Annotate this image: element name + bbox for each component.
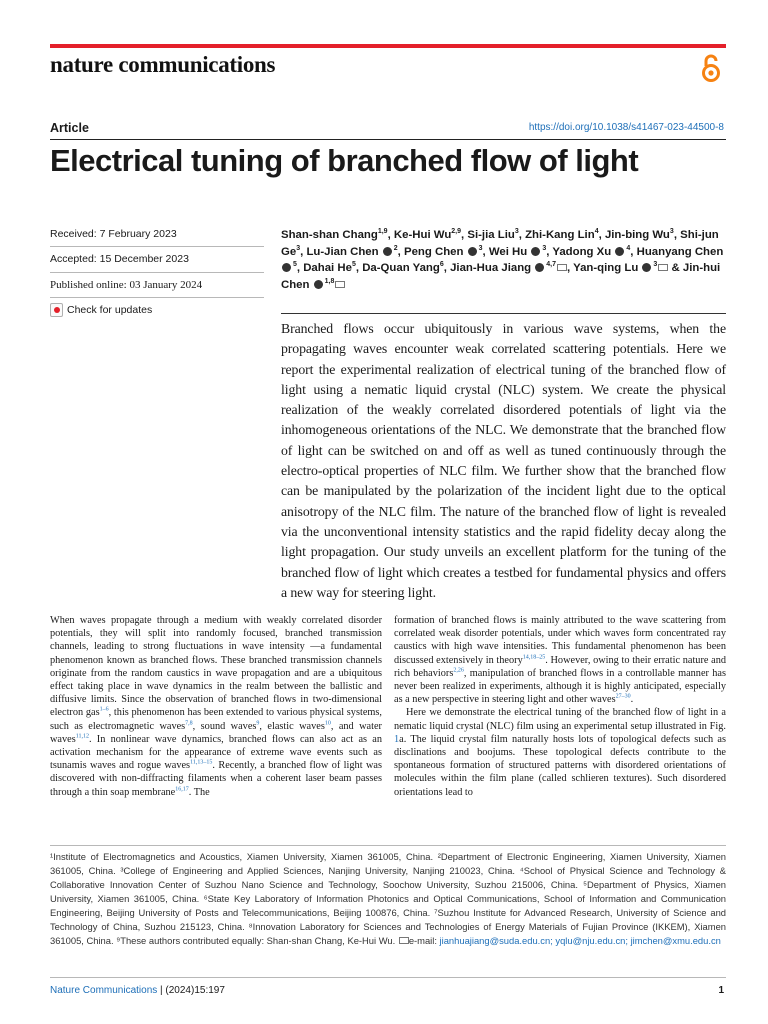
citation-ref[interactable]: 10 — [324, 720, 331, 727]
footer-journal-link[interactable]: Nature Communications — [50, 985, 158, 996]
open-access-icon[interactable] — [700, 53, 722, 83]
body-column-left — [50, 614, 382, 799]
author-name[interactable]: Zhi-Kang Lin — [525, 229, 595, 241]
body-column-right — [394, 614, 726, 799]
author-affiliation-ref: 2,9 — [451, 228, 462, 236]
citation-ref[interactable]: 16,17 — [175, 786, 189, 793]
orcid-icon[interactable] — [468, 247, 477, 256]
author-name[interactable]: Shi-jun Ge — [281, 229, 719, 258]
citation-ref[interactable]: 2,26 — [453, 667, 464, 674]
author-name[interactable]: Shan-shan Chang — [281, 229, 378, 241]
author-name[interactable]: Ke-Hui Wu — [393, 229, 452, 241]
author-name[interactable]: Jian-Hua Jiang — [450, 262, 532, 275]
citation-ref[interactable]: 1–6 — [99, 707, 109, 713]
author-name[interactable]: Dahai He — [303, 262, 352, 275]
citation-ref[interactable]: 7,8 — [185, 720, 193, 727]
author-name[interactable]: Jin-bing Wu — [604, 229, 670, 241]
divider — [50, 246, 264, 247]
author-affiliation-ref: 3 — [514, 228, 519, 236]
author-name[interactable]: Wei Hu — [488, 245, 528, 258]
orcid-icon[interactable] — [383, 247, 392, 256]
author-affiliation-ref: 4 — [594, 228, 599, 236]
divider — [50, 272, 264, 273]
body-paragraph: When waves propagate through a medium with weakly correlated disorder potentials, they will split into randomly focused, branched transmission channels, leading to strong fluctuations in wave intensity —a fundamental phenomenon known as branched flows. These branched transmission channels originate from the random caustics in wave propagation and are a ubiquitous effect taking place in wave dynamics in the realm between the ballistic and diffusive limits. Since the observation of branched flows in two-dimensional electron gas$^{1-6}$, this phenomenon has been extended to various physical systems, such as electromagnetic waves$^{7,8}$, sound waves$^9$, elastic waves$^{10}$, and water waves$^{11,12}$. In nonlinear wave dynamics, branched flows can also act as an activation mechanism for the appearance of extreme wave events such as tsunamis waves and rogue waves$^{11,13-15}$. Recently, a branched flow of light was discovered with non-diffracting filaments when a coherent laser beam passes through a thin soap membrane$^{16,17}$. The — [50, 615, 382, 798]
article-type: Article — [50, 121, 89, 135]
email-icon[interactable] — [557, 264, 567, 271]
affiliations-rule — [50, 845, 726, 846]
author-name[interactable]: Jin-hui Chen — [281, 262, 721, 291]
author-name[interactable]: Lu-Jian Chen — [306, 245, 379, 258]
page-number: 1 — [718, 985, 724, 996]
author-name[interactable]: Peng Chen — [403, 245, 464, 258]
figure-ref[interactable]: 1 — [394, 733, 400, 745]
footer-rule — [50, 977, 726, 978]
footer-citation — [50, 985, 225, 996]
check-for-updates-button[interactable] — [50, 303, 152, 317]
email-links[interactable]: jianhuajiang@suda.edu.cn; yqlu@nju.edu.cn; jimchen@xmu.edu.cn — [439, 935, 721, 946]
orcid-icon[interactable] — [282, 263, 291, 272]
abstract: Branched flows occur ubiquitously in various wave systems, when the propagating waves encounter weak correlated scattering potentials. Here we report the experimental realization of electrical tuning of the branched flow of light using a nematic liquid crystal (NLC) system. We create the physical realization of the weakly correlated disordered potentials of light via the inhomogeneous orientations of the NLC. We demonstrate that the branched flow of light can be switched on and off as well as tuned continuously through the electro-optical properties of NLC film. We further show that the branched flow can be manipulated by the polarization of the incident light due to the optical anisotropy of the NLC film. The nature of the branched flow of light is revealed via the unconventional intensity statistics and the rapid fidelity decay along the light propagation. Our study unveils an excellent platform for the tuning of the branched flow of light which creates a testbed for fundamental physics and offers a new way for steering light. — [281, 321, 726, 600]
author-name[interactable]: Da-Quan Yang — [362, 262, 440, 275]
author-list: Shan-shan Chang$^{1,9}$, Ke-Hui Wu$^{2,9}$, Si-jia Liu$^3$, Zhi-Kang Lin$^4$, Jin-bing Wu$^3$, Shi-jun Ge$^3$, Lu-Jian Chen $^2$, Peng Chen $^3$, Wei Hu $^3$, Yadong Xu $^4$, Huanyang Chen $^5$, Dahai He$^5$, Da-Quan Yang$^6$, Jian-Hua Jiang $^{4,7}$ , Yan-qing Lu $^3$ & Jin-hui Chen $^{1,8}$ — [281, 228, 724, 291]
author-name[interactable]: Yan-qing Lu — [573, 262, 639, 275]
citation-ref[interactable]: 27–30 — [615, 693, 631, 700]
author-affiliation-ref: 3 — [651, 261, 658, 269]
affiliations-text: ¹Institute of Electromagnetics and Acoustics, Xiamen University, Xiamen 361005, China. ²Department of Electronic Engineering, Xiamen University, Xiamen 361005, China. ³College of Engineering and Applied Sciences, Nanjing University, Nanjing 210023, China. ⁴School of Physical Science and Technology & Collaborative Innovation Center of Suzhou Nano Science and Technology, Soochow University, Suzhou 215006, China. ⁵Department of Physics, Xiamen University, Xiamen 361005, China. ⁶State Key Laboratory of Information Photonics and Optical Communications, School of Information and Communication Engineering, Beijing University of Posts and Telecommunications, Beijing 100876, China. ⁷Suzhou Institute for Advanced Research, University of Science and Technology of China, Suzhou 215123, China. ⁸Innovation Laboratory for Sciences and Technologies of Energy Materials of Fujian Province (IKKEM), Xiamen 361005, China. ⁹These authors contributed equally: Shan-shan Chang, Ke-Hui Wu. — [50, 851, 726, 946]
email-icon[interactable] — [658, 264, 668, 271]
article-title: Electrical tuning of branched flow of light — [50, 143, 639, 178]
body-paragraph: formation of branched flows is mainly attributed to the wave scattering from correlated weak disorder potentials, under which waves form concentrated ray caustics with high wave intensities. This fundamental phenomenon has been discussed extensively in theory$^{14,18-25}$. However, owing to their erratic nature and rich behaviors$^{2,26}$, manipulation of branched flows in a controllable manner has never been realized in experiments, although it is highly anticipated, especially as a new perspective in steering light and other waves$^{27-30}$. — [394, 615, 726, 706]
author-affiliation-ref: 4 — [624, 244, 631, 252]
body-paragraph: Here we demonstrate the electrical tuning of the branched flow of light in a nematic liquid crystal (NLC) film using an experimental setup illustrated in Fig. 1a. The liquid crystal film naturally hosts lots of topological defects such as disclinations and boojums. These topological defects contribute to the spontaneous formation of structured patterns with disordered orientations of molecules within the film plane (called schlieren textures). Such disordered orientations lead to — [394, 707, 726, 798]
published-date: Published online: 03 January 2024 — [50, 279, 203, 291]
title-rule — [50, 139, 726, 140]
author-name[interactable]: Huanyang Chen — [636, 245, 724, 258]
author-affiliation-ref: 3 — [669, 228, 674, 236]
author-affiliation-ref: 3 — [296, 244, 301, 252]
received-date: Received: 7 February 2023 — [50, 228, 177, 240]
abstract-rule — [281, 313, 726, 314]
accepted-date: Accepted: 15 December 2023 — [50, 253, 189, 265]
header-accent-rule — [50, 44, 726, 48]
citation-ref[interactable]: 9 — [256, 720, 260, 727]
author-affiliation-ref: 5 — [351, 261, 356, 269]
author-affiliation-ref: 6 — [439, 261, 444, 269]
author-affiliation-ref: 3 — [476, 244, 483, 252]
journal-name[interactable]: nature communications — [50, 52, 276, 77]
orcid-icon[interactable] — [535, 263, 544, 272]
author-affiliation-ref: 3 — [540, 244, 547, 252]
footer-volume: | (2024)15:197 — [157, 985, 225, 996]
email-label: e-mail: — [408, 935, 440, 946]
author-affiliation-ref: 1,9 — [377, 228, 388, 236]
author-affiliation-ref: 4,7 — [544, 261, 556, 269]
author-affiliation-ref: 2 — [391, 244, 398, 252]
check-for-updates-label: Check for updates — [67, 304, 153, 316]
crossmark-icon — [50, 303, 63, 317]
doi-link[interactable]: https://doi.org/10.1038/s41467-023-44500-8 — [528, 122, 724, 133]
email-icon[interactable] — [335, 281, 345, 288]
author-affiliation-ref: 1,8 — [322, 277, 335, 285]
citation-ref[interactable]: 11,13–15 — [190, 759, 213, 766]
author-name[interactable]: Si-jia Liu — [467, 229, 515, 241]
orcid-icon[interactable] — [314, 280, 323, 289]
author-affiliation-ref: 5 — [291, 261, 297, 269]
divider — [50, 297, 264, 298]
citation-ref[interactable]: 14,18–25 — [522, 654, 546, 661]
affiliations — [50, 850, 726, 948]
author-name[interactable]: Yadong Xu — [552, 245, 612, 258]
citation-ref[interactable]: 11,12 — [75, 733, 90, 740]
email-icon — [399, 937, 409, 944]
